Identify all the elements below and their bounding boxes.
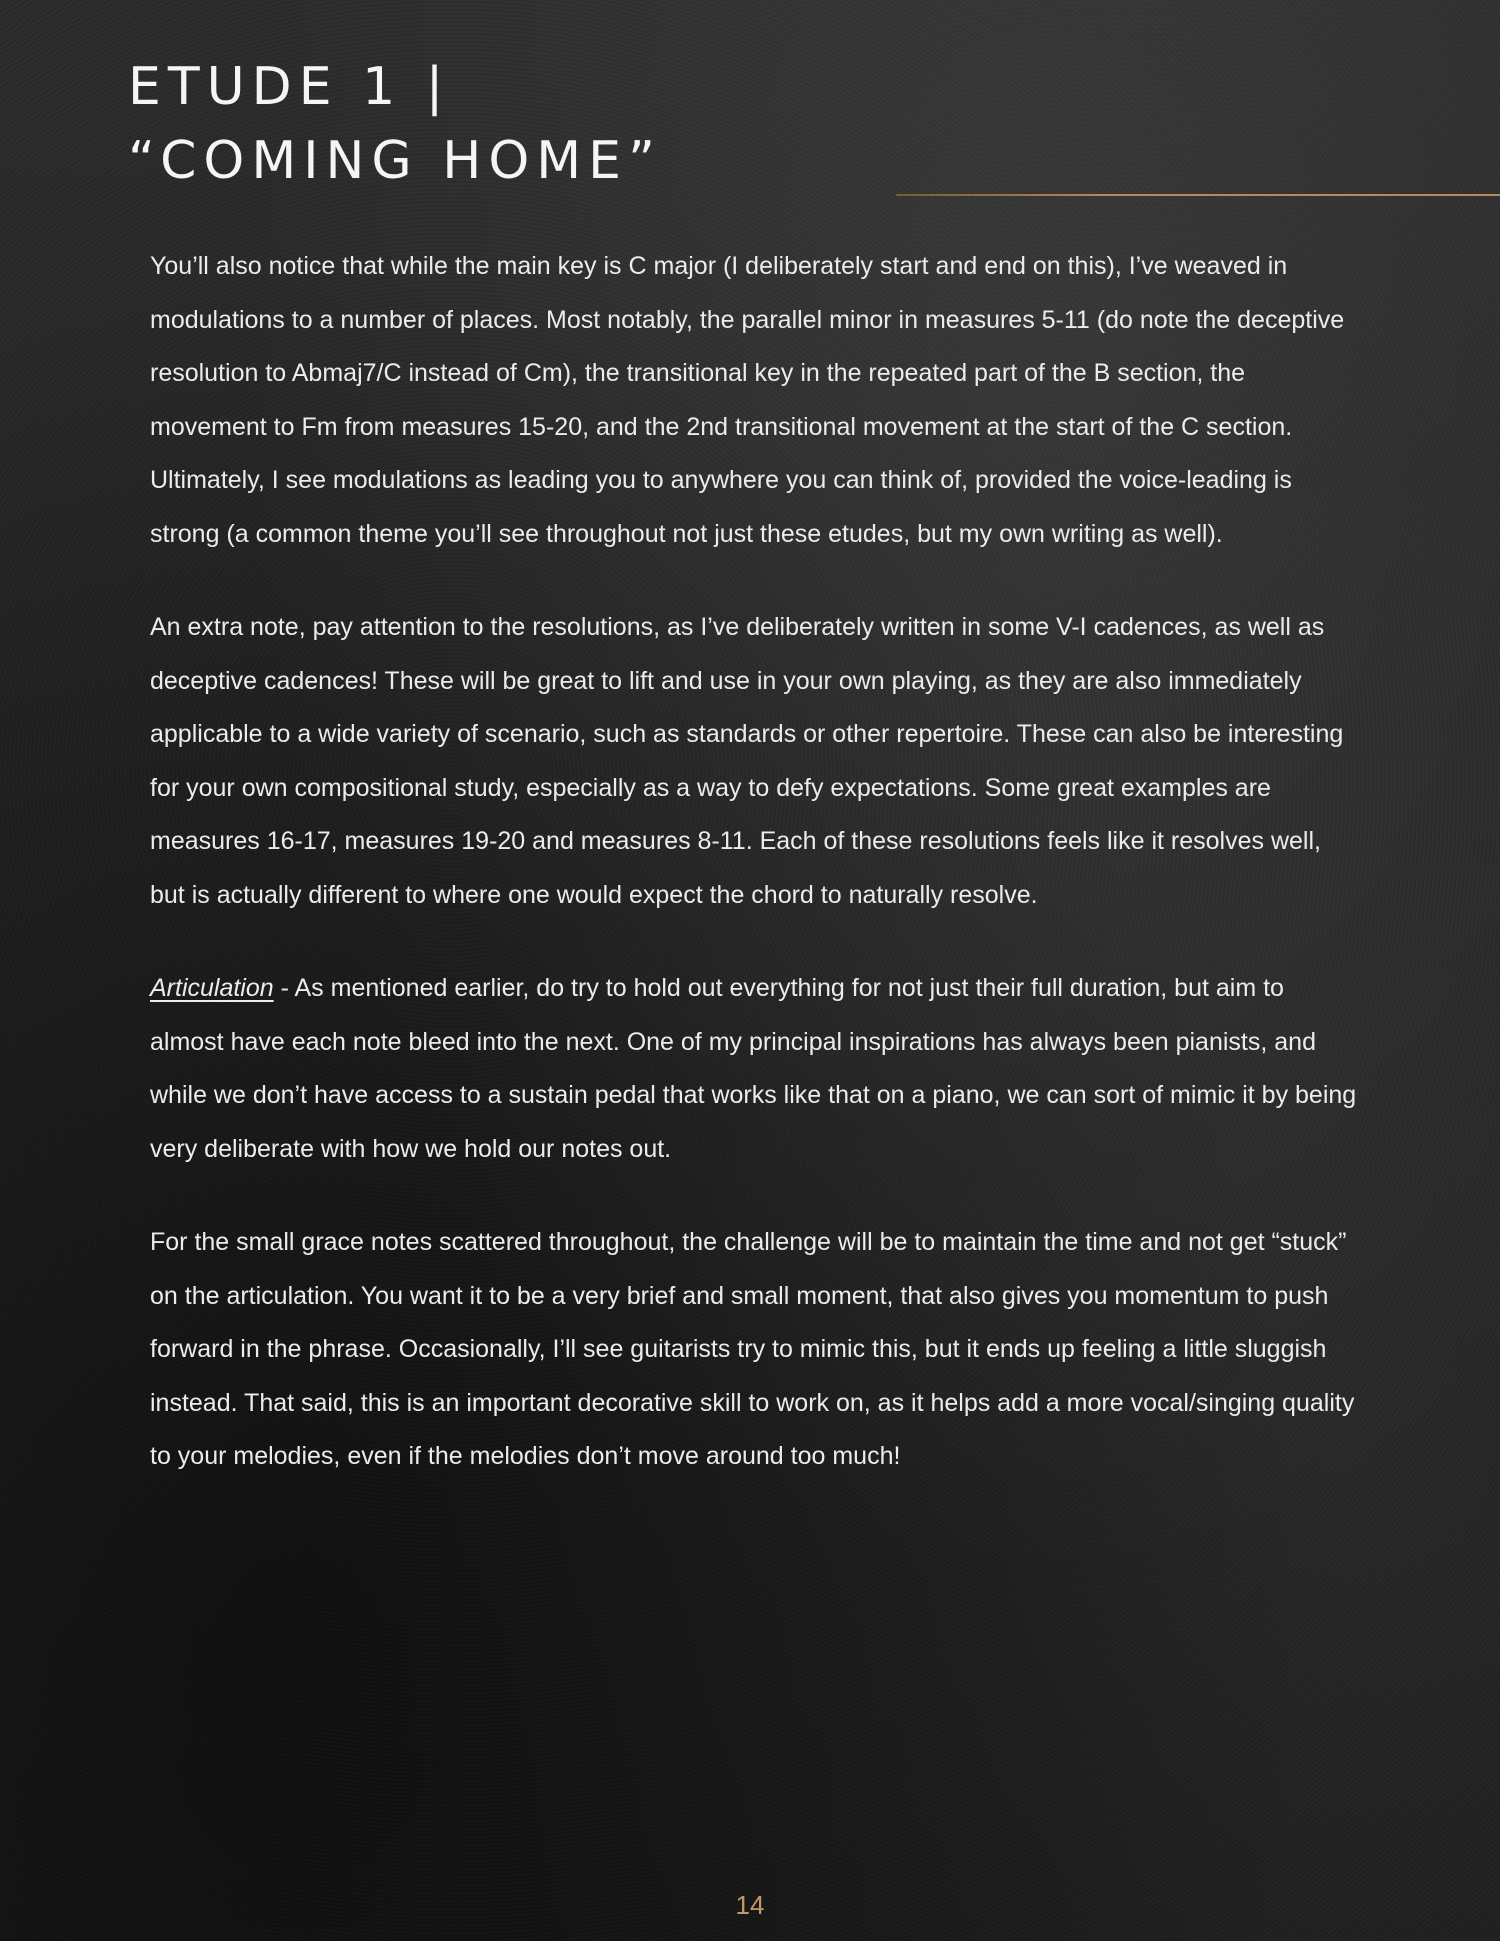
paragraph-grace-notes: For the small grace notes scattered throughout, the challenge will be to maintain the time and not get “stuck” on the articulation. You want it to be a very brief and small moment, that also gives you momentum to push forward in the phrase. Occasionally, I’ll see guitarists try to mimic this, but it ends up feeling a little sluggish instead. That said, this is an important decorative skill to work on, as it helps add a more vocal/singing quality to your melodies, even if the melodies don’t move around too much! [150, 1228, 1355, 1470]
page-number: 14 [735, 1890, 765, 1920]
title-line-1: ETUDE 1 | [128, 57, 451, 117]
title-line-2: “COMING HOME” [128, 131, 662, 191]
articulation-term: Articulation [150, 974, 274, 1002]
articulation-text: - As mentioned earlier, do try to hold out everything for not just their full duration, but aim to almost have each note bleed into the next. One of my principal inspirations has always been pianists, and while we don’t have access to a sustain pedal that works like that on a piano, we can sort of mimic it by being very deliberate with how we hold our notes out. [150, 974, 1357, 1163]
title-divider [896, 194, 1500, 196]
page-title [128, 50, 662, 198]
paragraph-resolutions: An extra note, pay attention to the resolutions, as I’ve deliberately written in some V-I cadences, as well as deceptive cadences! These will be great to lift and use in your own playing, as they are also immediately applicable to a wide variety of scenario, such as standards or other repertoire. These can also be interesting for your own compositional study, especially as a way to defy expectations. Some great examples are measures 16-17, measures 19-20 and measures 8-11. Each of these resolutions feels like it resolves well, but is actually different to where one would expect the chord to naturally resolve. [150, 613, 1344, 909]
paragraph-modulations: You’ll also notice that while the main key is C major (I deliberately start and end on this), I’ve weaved in modulations to a number of places. Most notably, the parallel minor in measures 5-11 (do note the deceptive resolution to Abmaj7/C instead of Cm), the transitional key in the repeated part of the B section, the movement to Fm from measures 15-20, and the 2nd transitional movement at the start of the C section. Ultimately, I see modulations as leading you to anywhere you can think of, provided the voice-leading is strong (a common theme you’ll see throughout not just these etudes, but my own writing as well). [150, 252, 1345, 548]
paragraph-articulation [150, 962, 1362, 1176]
body-text [150, 240, 1362, 1484]
